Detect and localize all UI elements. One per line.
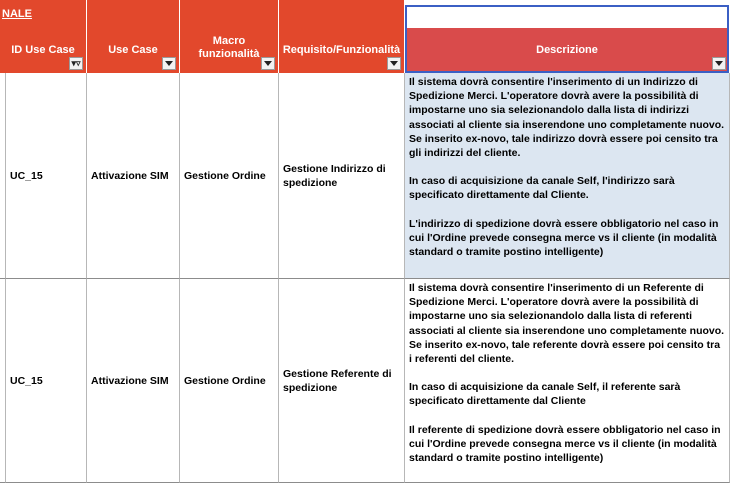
cell-descrizione[interactable]	[405, 279, 730, 483]
desc-paragraph: In caso di acquisizione da canale Self, l'indirizzo sarà specificato direttamente dal Cliente.	[409, 175, 675, 202]
header-descrizione[interactable]	[405, 28, 730, 73]
dropdown-arrow-icon[interactable]	[261, 57, 275, 70]
header-use-case[interactable]	[87, 28, 180, 73]
desc-paragraph: Il sistema dovrà consentire l'inserimento di un Referente di Spedizione Merci. L'operatore dovrà avere la possibilità di impostarne uno sia selezionandolo dalla lista di referenti associati al cliente sia inserendone uno completamente nuovo. Se inserito ex-novo, tale referente dovrà essere poi censito tra i referenti del cliente.	[409, 282, 725, 366]
header-id-use-case[interactable]	[0, 28, 87, 73]
desc-paragraph: Il sistema dovrà consentire l'inserimento di un Indirizzo di Spedizione Merci. L'operatore dovrà avere la possibilità di impostarne uno sia selezionandolo dalla lista di indirizzi associati al cliente sia inserendone uno completamente nuovo. Se inserito ex-novo, tale indirizzo dovrà essere poi censito tra gli indirizzi del cliente.	[409, 76, 725, 160]
cell-id[interactable]: UC_15	[6, 73, 87, 279]
cell-id[interactable]: UC_15	[6, 279, 87, 483]
header-label: Requisito/Funzionalità	[282, 44, 401, 56]
section-title[interactable]: NALE	[0, 0, 87, 28]
table-row[interactable]	[0, 279, 730, 483]
header-label: Use Case	[108, 44, 158, 56]
cell-use-case[interactable]: Attivazione SIM	[87, 73, 180, 279]
header-macro[interactable]	[180, 28, 279, 73]
funnel-dropdown-icon[interactable]: ▾▿	[69, 57, 83, 70]
band-cell-use-case[interactable]	[87, 0, 180, 28]
cell-descrizione[interactable]	[405, 73, 730, 279]
cell-macro[interactable]: Gestione Ordine	[180, 73, 279, 279]
band-cell-descrizione[interactable]	[405, 0, 730, 28]
band-cell-requisito[interactable]	[279, 0, 405, 28]
band-cell-macro[interactable]	[180, 0, 279, 28]
table-header-row	[0, 28, 730, 73]
header-label: Descrizione	[536, 44, 598, 56]
header-requisito[interactable]	[279, 28, 405, 73]
dropdown-arrow-icon[interactable]	[712, 57, 726, 70]
desc-paragraph: L'indirizzo di spedizione dovrà essere obbligatorio nel caso in cui l'Ordine prevede consegna merce vs il cliente (in modalità standard o tramite postino intelligente)	[409, 217, 719, 259]
cell-use-case[interactable]: Attivazione SIM	[87, 279, 180, 483]
dropdown-arrow-icon[interactable]	[162, 57, 176, 70]
desc-paragraph: Il referente di spedizione dovrà essere obbligatorio nel caso in cui l'Ordine prevede consegna merce vs il cliente (in modalità standard o tramite postino intelligente)	[409, 423, 721, 465]
cell-requisito[interactable]: Gestione Indirizzo di spedizione	[279, 73, 405, 279]
header-label: Macro funzionalità	[198, 34, 260, 60]
desc-paragraph: In caso di acquisizione da canale Self, il referente sarà specificato direttamente dal Cliente	[409, 381, 681, 408]
table-row[interactable]	[0, 73, 730, 279]
dropdown-arrow-icon[interactable]	[387, 57, 401, 70]
cell-requisito[interactable]: Gestione Referente di spedizione	[279, 279, 405, 483]
header-label: ID Use Case	[11, 44, 75, 56]
section-band-row	[0, 0, 730, 28]
cell-macro[interactable]: Gestione Ordine	[180, 279, 279, 483]
